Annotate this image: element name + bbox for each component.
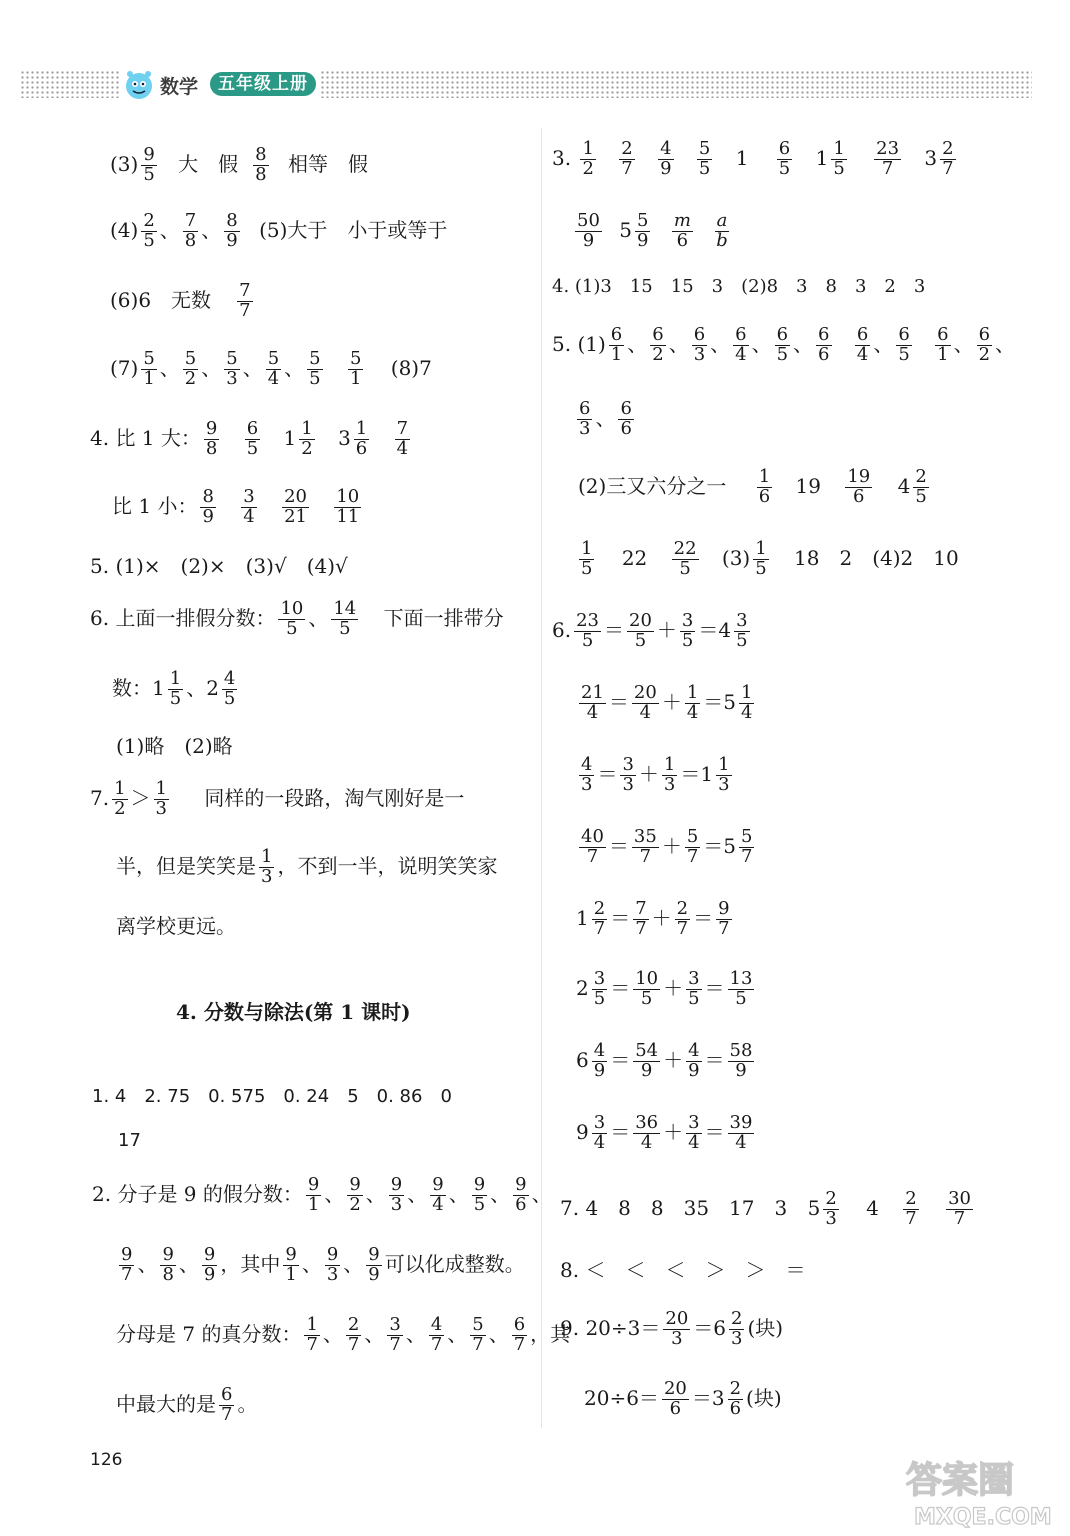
fraction: $\frac{40}{7}$ bbox=[581, 826, 604, 867]
equation-row: $\frac{40}{7}$ ＝ $\frac{35}{7}$ ＋ $\frac{5}{7}$ ＝5 $\frac{5}{7}$ bbox=[581, 826, 753, 867]
answer-line: (3) $\frac{9}{5}$ 大 假 $\frac{8}{8}$ 相等 假 bbox=[110, 144, 368, 185]
answer-line: 4. (1)3 15 15 3 (2)8 3 8 3 2 3 bbox=[552, 276, 926, 297]
answer-line: $\frac{1}{5}$ 22 $\frac{22}{5}$ (3) $\frac{1}{5}$ 18 2 (4)2 10 bbox=[581, 538, 959, 579]
header-grade-badge: 五年级上册 bbox=[210, 72, 316, 96]
fraction: $\frac{54}{9}$ bbox=[635, 1040, 659, 1081]
fraction: $\frac{3}{5}$ bbox=[688, 968, 700, 1009]
mascot-icon bbox=[122, 68, 156, 102]
answer-line: 离学校更远。 bbox=[116, 914, 236, 938]
fraction: $\frac{13}{5}$ bbox=[729, 968, 753, 1009]
fraction: $\frac{4}{3}$ bbox=[581, 754, 593, 795]
answer-line: 1. 4 2. 75 0. 575 0. 24 5 0. 86 0 bbox=[92, 1086, 452, 1107]
fraction: $\frac{20}{5}$ bbox=[629, 610, 652, 651]
fraction: $\frac{5}{7}$ bbox=[686, 826, 699, 867]
answer-line: (2)三又六分之一 $\frac{1}{6}$ 19 $\frac{19}{6}$ 4 $\frac{2}{5}$ bbox=[578, 466, 927, 507]
fraction: $\frac{1}{3}$ bbox=[718, 754, 730, 795]
header-dot-band-left bbox=[20, 70, 120, 98]
answer-line: 7. 4 8 8 35 17 3 5 $\frac{2}{3}$ 4 $\frac{2}{7}$ $\frac{30}{7}$ bbox=[560, 1188, 971, 1229]
fraction: $\frac{4}{9}$ bbox=[593, 1040, 606, 1081]
answer-line: 7. $\frac{1}{2}$ ＞ $\frac{1}{3}$ 同样的一段路，淘气刚好是一 bbox=[90, 778, 465, 819]
fraction: $\frac{5}{7}$ bbox=[741, 826, 753, 867]
answer-line: 5. (1) $\frac{6}{1}$ 、 $\frac{6}{2}$ 、 $\frac{6}{3}$ 、 $\frac{6}{4}$ 、 $\frac{6}{5}$ 、 $\frac{6}{6}$ $\frac{6}{4}$ 、 $\frac{6}{5}$ $\frac{6}{1}$ 、 $\frac{6}{2}$ 、 bbox=[552, 324, 1016, 365]
equation-row: 2 $\frac{3}{5}$ ＝ $\frac{10}{5}$ ＋ $\frac{3}{5}$ ＝ $\frac{13}{5}$ bbox=[576, 968, 753, 1009]
answer-line: 6. 上面一排假分数： $\frac{10}{5}$ 、 $\frac{14}{5}$ 下面一排带分 bbox=[90, 598, 504, 639]
equation-row: $\frac{4}{3}$ ＝ $\frac{3}{3}$ ＋ $\frac{1}{3}$ ＝1 $\frac{1}{3}$ bbox=[581, 754, 730, 795]
fraction: $\frac{3}{4}$ bbox=[688, 1112, 700, 1153]
answer-line: 半，但是笑笑是 $\frac{1}{3}$ ，不到一半，说明笑笑家 bbox=[116, 846, 498, 887]
fraction: $\frac{39}{4}$ bbox=[729, 1112, 753, 1153]
fraction: $\frac{3}{4}$ bbox=[593, 1112, 606, 1153]
fraction: $\frac{1}{4}$ bbox=[741, 682, 753, 723]
answer-line: 8. ＜ ＜ ＜ ＞ ＞ ＝ bbox=[560, 1258, 806, 1282]
fraction: $\frac{9}{7}$ bbox=[718, 898, 730, 939]
answer-line: 分母是 7 的真分数： $\frac{1}{7}$ 、 $\frac{2}{7}$ 、 $\frac{3}{7}$ 、 $\frac{4}{7}$ 、 $\frac{5}{7}$ 、 $\frac{6}{7}$ ，其 bbox=[116, 1314, 571, 1355]
answer-line: (4) $\frac{2}{5}$ 、 $\frac{7}{8}$ 、 $\frac{8}{9}$ (5)大于 小于或等于 bbox=[110, 210, 448, 251]
fraction: $\frac{20}{4}$ bbox=[633, 682, 657, 723]
page-header bbox=[20, 64, 1032, 104]
answer-line: $\frac{9}{7}$ 、 $\frac{9}{8}$ 、 $\frac{9}{9}$ ，其中 $\frac{9}{1}$ 、 $\frac{9}{3}$ 、 $\frac{9}{9}$ 可以化成整数。 bbox=[121, 1244, 525, 1285]
fraction: $\frac{21}{4}$ bbox=[581, 682, 604, 723]
svg-text:答案圈: 答案圈 bbox=[906, 1460, 1015, 1501]
fraction: $\frac{4}{9}$ bbox=[688, 1040, 700, 1081]
page-number: 126 bbox=[90, 1450, 123, 1470]
watermark-logo bbox=[900, 1448, 1060, 1532]
answer-line: 9. 20÷3＝ $\frac{20}{3}$ ＝6 $\frac{2}{3}$ (块) bbox=[560, 1308, 784, 1349]
fraction: $\frac{2}{7}$ bbox=[593, 898, 606, 939]
answer-line: $\frac{50}{9}$ 5 $\frac{5}{9}$ $\frac{m}{6}$ $\frac{a}{b}$ bbox=[577, 210, 728, 251]
column-divider bbox=[541, 128, 542, 1428]
answer-line: $\frac{6}{3}$ 、 $\frac{6}{6}$ bbox=[579, 398, 632, 439]
fraction: $\frac{10}{5}$ bbox=[635, 968, 659, 1009]
fraction: $\frac{58}{9}$ bbox=[729, 1040, 753, 1081]
fraction: $\frac{1}{3}$ bbox=[663, 754, 676, 795]
answer-line: 比 1 小： $\frac{8}{9}$ $\frac{3}{4}$ $\frac{20}{21}$ $\frac{10}{11}$ bbox=[112, 486, 360, 527]
header-subject: 数学 bbox=[160, 76, 199, 98]
equation-row: 9 $\frac{3}{4}$ ＝ $\frac{36}{4}$ ＋ $\frac{3}{4}$ ＝ $\frac{39}{4}$ bbox=[576, 1112, 753, 1153]
answer-line: (7) $\frac{5}{1}$ 、 $\frac{5}{2}$ 、 $\frac{5}{3}$ 、 $\frac{5}{4}$ 、 $\frac{5}{5}$ $\frac{5}{1}$ (8)7 bbox=[110, 348, 432, 389]
equation-row: 1 $\frac{2}{7}$ ＝ $\frac{7}{7}$ ＋ $\frac{2}{7}$ ＝ $\frac{9}{7}$ bbox=[576, 898, 730, 939]
answer-line: 4. 比 1 大： $\frac{9}{8}$ $\frac{6}{5}$ 1 $\frac{1}{2}$ 3 $\frac{1}{6}$ $\frac{7}{4}$ bbox=[90, 418, 409, 459]
fraction: $\frac{35}{7}$ bbox=[633, 826, 657, 867]
svg-text:MXQE.COM: MXQE.COM bbox=[914, 1505, 1052, 1530]
answer-line: 20÷6＝ $\frac{20}{6}$ ＝3 $\frac{2}{6}$ (块) bbox=[584, 1378, 782, 1419]
answer-line: 3. $\frac{1}{2}$ $\frac{2}{7}$ $\frac{4}{9}$ $\frac{5}{5}$ 1 $\frac{6}{5}$ 1 $\frac{1}{5}$ $\frac{23}{7}$ 3 $\frac{2}{7}$ bbox=[552, 138, 954, 179]
fraction: $\frac{3}{5}$ bbox=[681, 610, 694, 651]
fraction: $\frac{3}{5}$ bbox=[593, 968, 606, 1009]
answer-line: (1)略 (2)略 bbox=[116, 734, 233, 758]
header-dot-band-right bbox=[320, 70, 1032, 98]
answer-line: 17 bbox=[118, 1130, 141, 1151]
fraction: $\frac{2}{7}$ bbox=[676, 898, 689, 939]
fraction: $\frac{36}{4}$ bbox=[635, 1112, 659, 1153]
answer-line: 5. (1)× (2)× (3)√ (4)√ bbox=[90, 554, 348, 578]
fraction: $\frac{23}{5}$ bbox=[576, 610, 599, 651]
fraction: $\frac{3}{5}$ bbox=[736, 610, 748, 651]
fraction: $\frac{3}{3}$ bbox=[622, 754, 634, 795]
section-title: 4. 分数与除法(第 1 课时) bbox=[176, 1000, 411, 1024]
answer-line: (6)6 无数 $\frac{7}{7}$ bbox=[110, 280, 251, 321]
answer-line: 数：1 $\frac{1}{5}$ 、2 $\frac{4}{5}$ bbox=[112, 668, 236, 709]
answer-line: 中最大的是 $\frac{6}{7}$ 。 bbox=[116, 1384, 258, 1425]
equation-row: $\frac{21}{4}$ ＝ $\frac{20}{4}$ ＋ $\frac{1}{4}$ ＝5 $\frac{1}{4}$ bbox=[581, 682, 753, 723]
answer-line: 2. 分子是 9 的假分数： $\frac{9}{1}$ 、 $\frac{9}{2}$ 、 $\frac{9}{3}$ 、 $\frac{9}{4}$ 、 $\frac{9}{5}$ 、 $\frac{9}{6}$ 、 bbox=[92, 1174, 552, 1215]
equation-row: 6 $\frac{4}{9}$ ＝ $\frac{54}{9}$ ＋ $\frac{4}{9}$ ＝ $\frac{58}{9}$ bbox=[576, 1040, 753, 1081]
fraction: $\frac{1}{4}$ bbox=[686, 682, 699, 723]
equation-row: 6. $\frac{23}{5}$ ＝ $\frac{20}{5}$ ＋ $\frac{3}{5}$ ＝4 $\frac{3}{5}$ bbox=[552, 610, 748, 651]
fraction: $\frac{7}{7}$ bbox=[635, 898, 647, 939]
